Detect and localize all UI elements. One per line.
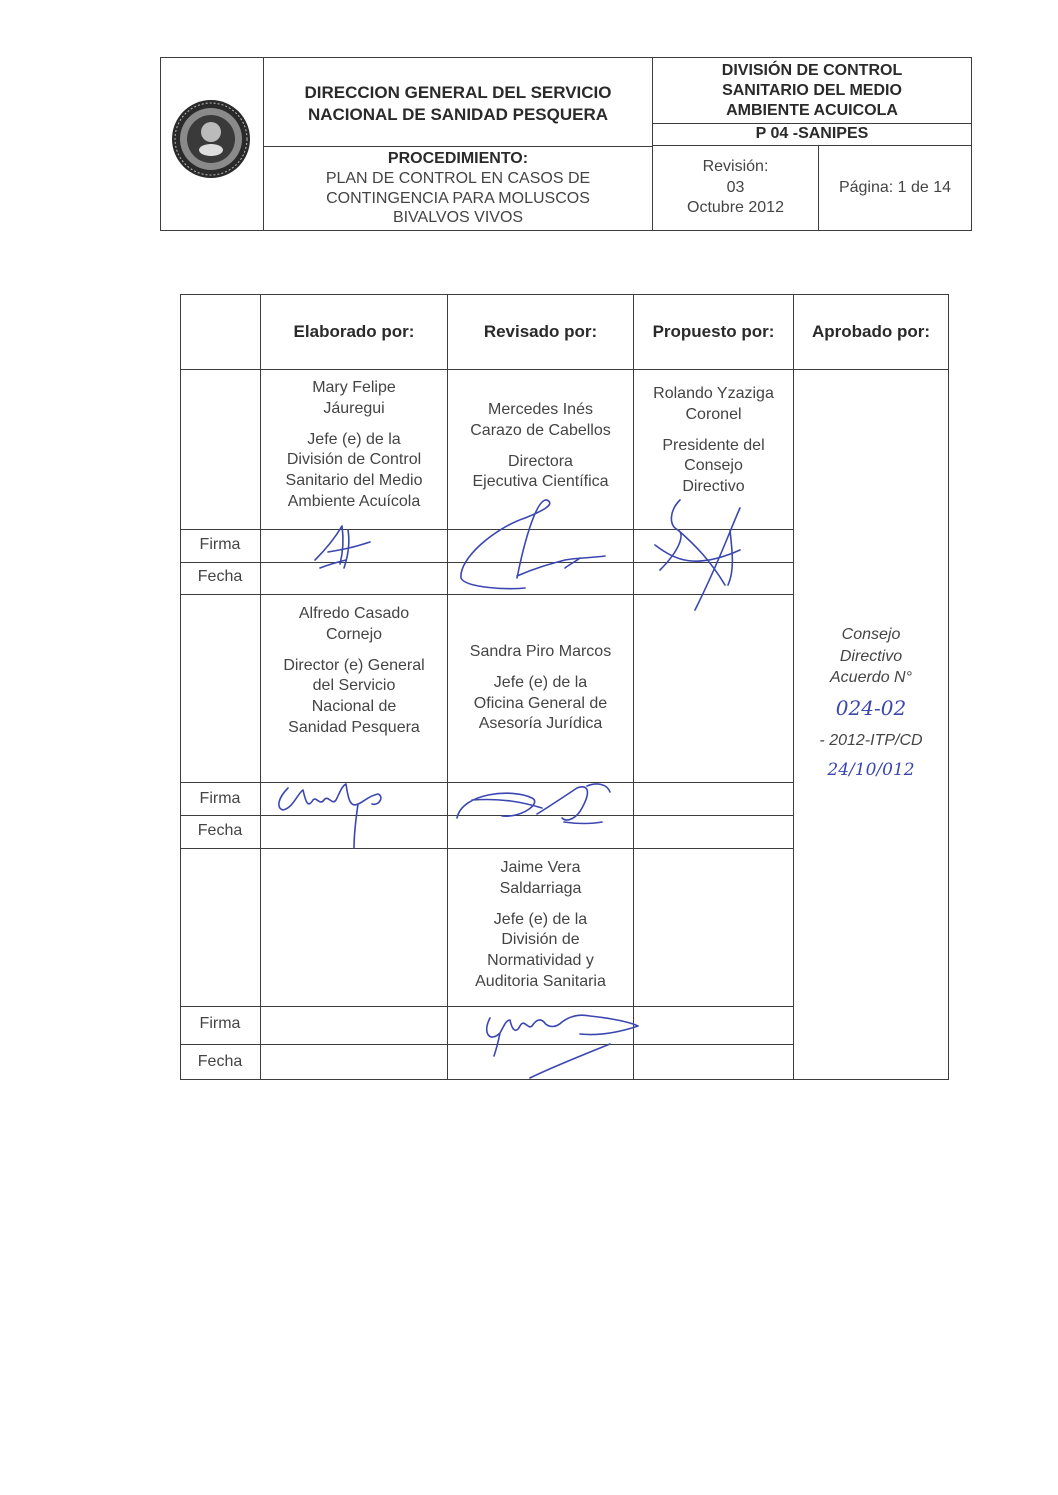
revision-info [653, 146, 818, 230]
revision-date: Octubre 2012 [687, 199, 784, 217]
procedure-line-2: CONTINGENCIA PARA MOLUSCOS [326, 189, 590, 207]
firma-label-3: Firma [199, 1015, 241, 1032]
person-role: Sanidad Pesquera [288, 718, 420, 736]
division-title [653, 58, 971, 123]
division-title-line-2: SANITARIO DEL MEDIO [722, 81, 902, 99]
agreement-handwritten-number: 024-02 [835, 695, 907, 720]
agreement-line-2: Directivo [839, 647, 903, 665]
person-name: Coronel [685, 405, 742, 423]
person-role: Jefe (e) de la [493, 910, 588, 928]
fecha-label-2: Fecha [197, 822, 243, 839]
signature-sandra-piro [452, 778, 622, 833]
revision-number: 03 [726, 178, 745, 196]
header-elaborado: Elaborado por: [293, 321, 415, 341]
header-revisado: Revisado por: [483, 321, 598, 341]
signature-alfredo-casado [268, 778, 398, 853]
person-name: Alfredo Casado [298, 605, 410, 622]
person-name: Cornejo [325, 625, 383, 643]
person-role: Jefe (e) de la [493, 673, 588, 691]
procedure-title [264, 147, 652, 230]
person-name: Mercedes Inés [488, 401, 593, 418]
signature-mercedes-carazo [455, 498, 615, 593]
division-title-line-3: AMBIENTE ACUICOLA [726, 101, 898, 119]
person-name: Jáuregui [323, 399, 385, 417]
elaborado-person-2 [261, 604, 447, 754]
revisado-person-1 [448, 400, 633, 510]
elaborado-person-1 [261, 378, 447, 522]
person-role: Jefe (e) de la [307, 430, 401, 448]
person-role: Asesoría Jurídica [478, 715, 603, 733]
person-role: Directora [508, 452, 573, 470]
division-title-line-1: DIVISIÓN DE CONTROL [721, 61, 903, 79]
person-name: Saldarriaga [499, 879, 582, 897]
person-name: Jaime Vera [500, 859, 581, 876]
signature-rolando-yzaziga [650, 490, 760, 615]
revisado-person-2 [448, 642, 633, 752]
organization-title [264, 80, 652, 128]
header-aprobado: Aprobado por: [811, 321, 931, 341]
person-role: Ejecutiva Científica [472, 473, 609, 491]
person-role: Consejo [684, 457, 743, 475]
revision-label: Revisión: [702, 157, 769, 175]
person-role: División de Control [286, 451, 422, 469]
firma-label-2: Firma [199, 790, 241, 807]
signature-jaime-vera [470, 998, 645, 1083]
procedure-label: PROCEDIMIENTO: [387, 150, 529, 168]
person-name: Rolando Yzaziga [653, 385, 774, 402]
revisado-person-3 [448, 858, 633, 1003]
fecha-label-1: Fecha [197, 568, 243, 585]
person-role: Nacional de [311, 698, 397, 716]
person-role: Auditoria Sanitaria [475, 972, 606, 990]
person-role: División de [501, 931, 580, 949]
agreement-line-4: - 2012-ITP/CD [819, 731, 923, 749]
organization-title-line-1: DIRECCION GENERAL DEL SERVICIO [304, 82, 612, 102]
fecha-label-3: Fecha [197, 1053, 243, 1070]
header-propuesto: Propuesto por: [652, 321, 775, 341]
person-role: Directivo [682, 478, 745, 496]
document-code: P 04 -SANIPES [755, 125, 869, 143]
procedure-line-3: BIVALVOS VIVOS [392, 209, 524, 227]
signature-mary-felipe [310, 520, 380, 575]
approval-agreement [794, 624, 948, 804]
person-name: Mary Felipe [312, 379, 396, 396]
procedure-line-1: PLAN DE CONTROL EN CASOS DE [325, 169, 591, 187]
person-role: Ambiente Acuícola [287, 492, 421, 510]
person-name: Carazo de Cabellos [470, 421, 611, 439]
person-role: Normatividad y [487, 952, 594, 970]
sanipes-seal-logo [170, 98, 252, 180]
firma-label-1: Firma [199, 536, 241, 553]
person-role: del Servicio [312, 677, 396, 695]
person-name: Sandra Piro Marcos [469, 643, 612, 660]
agreement-line-1: Consejo [841, 626, 901, 643]
person-role: Director (e) General [283, 656, 425, 674]
person-role: Presidente del [662, 436, 765, 454]
page-number: Página: 1 de 14 [838, 178, 952, 196]
agreement-line-3: Acuerdo N° [830, 669, 912, 687]
person-role: Oficina General de [473, 694, 608, 712]
person-role: Sanitario del Medio [285, 472, 423, 490]
agreement-handwritten-date: 24/10/012 [827, 760, 915, 781]
organization-title-line-2b: NACIONAL DE SANIDAD PESQUERA [307, 105, 609, 124]
